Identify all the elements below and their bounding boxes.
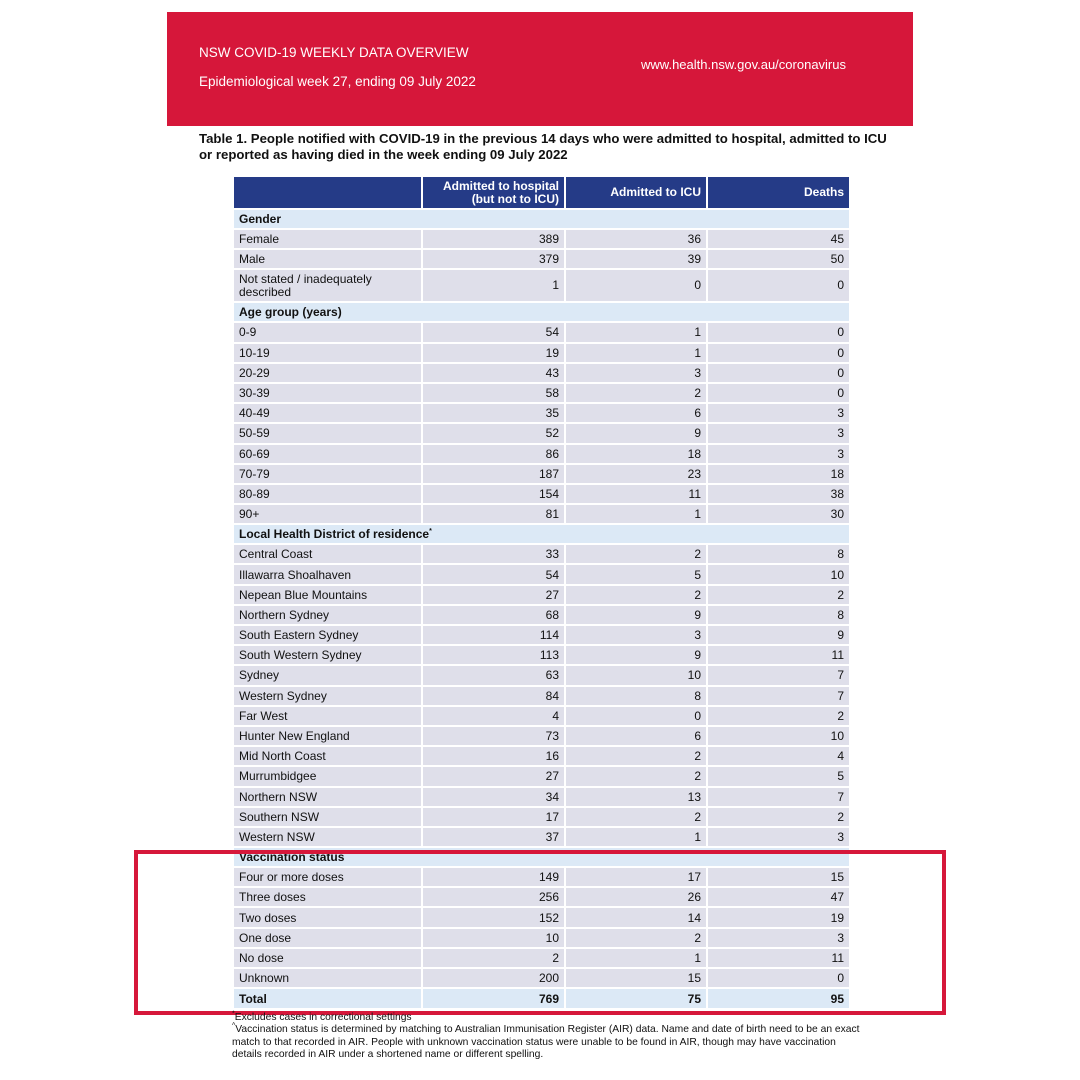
cell-hospital: 187 <box>422 464 565 484</box>
row-label: Hunter New England <box>233 726 422 746</box>
cell-deaths: 47 <box>707 887 850 907</box>
row-label: 90+ <box>233 504 422 524</box>
cell-hospital: 154 <box>422 484 565 504</box>
cell-hospital: 84 <box>422 686 565 706</box>
cell-deaths: 38 <box>707 484 850 504</box>
table-row <box>233 484 850 504</box>
cell-hospital: 2 <box>422 948 565 968</box>
footnote-lhd <box>232 1012 862 1025</box>
cell-hospital: 4 <box>422 706 565 726</box>
table-row <box>233 746 850 766</box>
header-deaths: Deaths <box>707 176 850 209</box>
cell-hospital: 19 <box>422 343 565 363</box>
header-hospital-line2: (but not to ICU) <box>471 191 559 206</box>
cell-deaths: 10 <box>707 564 850 584</box>
cell-icu: 17 <box>565 867 707 887</box>
total-icu: 75 <box>565 988 707 1009</box>
table-row <box>233 229 850 249</box>
cell-deaths: 0 <box>707 363 850 383</box>
cell-hospital: 152 <box>422 907 565 927</box>
table-row <box>233 625 850 645</box>
table-row <box>233 343 850 363</box>
row-label: Four or more doses <box>233 867 422 887</box>
cell-hospital: 379 <box>422 249 565 269</box>
row-label: Nepean Blue Mountains <box>233 585 422 605</box>
cell-icu: 15 <box>565 968 707 988</box>
cell-icu: 5 <box>565 564 707 584</box>
cell-deaths: 2 <box>707 585 850 605</box>
cell-hospital: 54 <box>422 322 565 342</box>
table-row <box>233 504 850 524</box>
row-label: Southern NSW <box>233 807 422 827</box>
header-banner <box>167 12 913 126</box>
row-label: 50-59 <box>233 423 422 443</box>
row-label: Mid North Coast <box>233 746 422 766</box>
cell-deaths: 3 <box>707 827 850 847</box>
section-title <box>233 209 850 229</box>
cell-icu: 13 <box>565 787 707 807</box>
cell-hospital: 58 <box>422 383 565 403</box>
cell-hospital: 52 <box>422 423 565 443</box>
cell-icu: 2 <box>565 585 707 605</box>
total-label: Total <box>233 988 422 1009</box>
cell-deaths: 19 <box>707 907 850 927</box>
section-title-text: Gender <box>239 212 282 226</box>
cell-icu: 36 <box>565 229 707 249</box>
header-hospital-line1: Admitted to hospital <box>443 178 559 193</box>
section-title-text: Local Health District of residence <box>239 527 430 542</box>
cell-deaths: 2 <box>707 706 850 726</box>
cell-icu: 1 <box>565 343 707 363</box>
table-row <box>233 269 850 302</box>
table-row <box>233 645 850 665</box>
cell-icu: 6 <box>565 403 707 423</box>
cell-hospital: 33 <box>422 544 565 564</box>
row-label: Far West <box>233 706 422 726</box>
cell-hospital: 17 <box>422 807 565 827</box>
section-row <box>233 209 850 229</box>
cell-hospital: 81 <box>422 504 565 524</box>
cell-hospital: 113 <box>422 645 565 665</box>
cell-deaths: 11 <box>707 948 850 968</box>
cell-deaths: 5 <box>707 766 850 786</box>
cell-icu: 0 <box>565 269 707 302</box>
cell-hospital: 27 <box>422 585 565 605</box>
section-title-mark: * <box>429 528 432 536</box>
cell-icu: 2 <box>565 544 707 564</box>
cell-hospital: 54 <box>422 564 565 584</box>
cell-hospital: 10 <box>422 928 565 948</box>
cell-icu: 10 <box>565 665 707 685</box>
cell-icu: 2 <box>565 746 707 766</box>
cell-deaths: 3 <box>707 444 850 464</box>
cell-deaths: 9 <box>707 625 850 645</box>
cell-icu: 1 <box>565 504 707 524</box>
row-label: 70-79 <box>233 464 422 484</box>
row-label: Unknown <box>233 968 422 988</box>
cell-deaths: 50 <box>707 249 850 269</box>
banner-subtitle: Epidemiological week 27, ending 09 July 2022 <box>199 74 476 89</box>
cell-deaths: 15 <box>707 867 850 887</box>
row-label: 30-39 <box>233 383 422 403</box>
cell-hospital: 37 <box>422 827 565 847</box>
total-deaths: 95 <box>707 988 850 1009</box>
header-hospital <box>422 176 565 209</box>
cell-icu: 18 <box>565 444 707 464</box>
table-row <box>233 827 850 847</box>
table-row <box>233 363 850 383</box>
table-row <box>233 383 850 403</box>
row-label: Not stated / inadequately described <box>233 269 422 302</box>
row-label: 0-9 <box>233 322 422 342</box>
section-row <box>233 302 850 322</box>
cell-deaths: 0 <box>707 269 850 302</box>
cell-icu: 3 <box>565 625 707 645</box>
cell-icu: 2 <box>565 766 707 786</box>
cell-deaths: 0 <box>707 322 850 342</box>
cell-hospital: 16 <box>422 746 565 766</box>
cell-icu: 14 <box>565 907 707 927</box>
table-row <box>233 726 850 746</box>
table-row <box>233 807 850 827</box>
row-label: Northern NSW <box>233 787 422 807</box>
cell-hospital: 114 <box>422 625 565 645</box>
section-title <box>233 524 850 544</box>
cell-hospital: 73 <box>422 726 565 746</box>
cell-icu: 9 <box>565 423 707 443</box>
table-row <box>233 706 850 726</box>
row-label: Female <box>233 229 422 249</box>
table-row <box>233 564 850 584</box>
cell-icu: 11 <box>565 484 707 504</box>
cell-icu: 2 <box>565 383 707 403</box>
banner-title: NSW COVID-19 WEEKLY DATA OVERVIEW <box>199 45 469 60</box>
cell-deaths: 7 <box>707 787 850 807</box>
row-label: Sydney <box>233 665 422 685</box>
table-row <box>233 249 850 269</box>
row-label: South Eastern Sydney <box>233 625 422 645</box>
cell-icu: 1 <box>565 827 707 847</box>
cell-icu: 26 <box>565 887 707 907</box>
footnote-vaccination <box>232 1024 862 1062</box>
cell-deaths: 2 <box>707 807 850 827</box>
table-row <box>233 403 850 423</box>
cell-icu: 0 <box>565 706 707 726</box>
cell-icu: 1 <box>565 948 707 968</box>
row-label: No dose <box>233 948 422 968</box>
footnote-vacc-mark: ^ <box>232 1022 236 1030</box>
cell-deaths: 8 <box>707 605 850 625</box>
table-row <box>233 766 850 786</box>
cell-icu: 9 <box>565 605 707 625</box>
table-row <box>233 787 850 807</box>
table-row <box>233 322 850 342</box>
cell-hospital: 200 <box>422 968 565 988</box>
cell-icu: 39 <box>565 249 707 269</box>
table-row <box>233 585 850 605</box>
cell-hospital: 68 <box>422 605 565 625</box>
cell-deaths: 3 <box>707 403 850 423</box>
cell-hospital: 1 <box>422 269 565 302</box>
table-row <box>233 423 850 443</box>
cell-hospital: 86 <box>422 444 565 464</box>
cell-icu: 1 <box>565 322 707 342</box>
banner-url[interactable]: www.health.nsw.gov.au/coronavirus <box>641 57 846 72</box>
cell-icu: 6 <box>565 726 707 746</box>
cell-deaths: 11 <box>707 645 850 665</box>
row-label: 20-29 <box>233 363 422 383</box>
cell-deaths: 18 <box>707 464 850 484</box>
section-title-text: Vaccination status <box>239 850 345 865</box>
row-label: Illawarra Shoalhaven <box>233 564 422 584</box>
cell-hospital: 34 <box>422 787 565 807</box>
section-title-mark: ^ <box>344 851 349 859</box>
table-row <box>233 686 850 706</box>
row-label: South Western Sydney <box>233 645 422 665</box>
cell-deaths: 0 <box>707 968 850 988</box>
cell-deaths: 3 <box>707 423 850 443</box>
cell-hospital: 256 <box>422 887 565 907</box>
row-label: 40-49 <box>233 403 422 423</box>
cell-icu: 9 <box>565 645 707 665</box>
cell-icu: 3 <box>565 363 707 383</box>
cell-icu: 2 <box>565 807 707 827</box>
cell-icu: 23 <box>565 464 707 484</box>
cell-deaths: 3 <box>707 928 850 948</box>
row-label: Three doses <box>233 887 422 907</box>
cell-deaths: 0 <box>707 383 850 403</box>
row-label: 80-89 <box>233 484 422 504</box>
header-icu: Admitted to ICU <box>565 176 707 209</box>
cell-icu: 2 <box>565 928 707 948</box>
footnote-vacc-text: Vaccination status is determined by matching to Australian Immunisation Register (AIR) data. Name and date of birth need to be an exact match to that recorded in AIR. People with unknown vaccination status were unable to be found in AIR, though may have vaccination details recorded in AIR under a shortened name or different spelling. <box>232 1024 860 1060</box>
cell-hospital: 149 <box>422 867 565 887</box>
section-title <box>233 302 850 322</box>
cell-hospital: 43 <box>422 363 565 383</box>
cell-hospital: 389 <box>422 229 565 249</box>
row-label: Western Sydney <box>233 686 422 706</box>
table-row <box>233 665 850 685</box>
cell-icu: 8 <box>565 686 707 706</box>
table-row <box>233 544 850 564</box>
row-label: Northern Sydney <box>233 605 422 625</box>
cell-deaths: 7 <box>707 665 850 685</box>
vaccination-highlight-box <box>134 850 946 1015</box>
section-row <box>233 524 850 544</box>
header-corner <box>233 176 422 209</box>
row-label: Murrumbidgee <box>233 766 422 786</box>
cell-hospital: 35 <box>422 403 565 423</box>
footnote-lhd-mark: * <box>232 1010 235 1018</box>
row-label: Central Coast <box>233 544 422 564</box>
row-label: One dose <box>233 928 422 948</box>
row-label: Western NSW <box>233 827 422 847</box>
section-title-text: Age group (years) <box>239 305 342 320</box>
cell-deaths: 4 <box>707 746 850 766</box>
table-caption: Table 1. People notified with COVID-19 in the previous 14 days who were admitted to hospital, admitted to ICU or reported as having died in the week ending 09 July 2022 <box>199 131 887 162</box>
row-label: 10-19 <box>233 343 422 363</box>
row-label: Male <box>233 249 422 269</box>
cell-hospital: 27 <box>422 766 565 786</box>
row-label: Two doses <box>233 907 422 927</box>
cell-deaths: 30 <box>707 504 850 524</box>
table-header-row <box>233 176 850 209</box>
cell-deaths: 10 <box>707 726 850 746</box>
row-label: 60-69 <box>233 444 422 464</box>
cell-deaths: 8 <box>707 544 850 564</box>
table-row <box>233 464 850 484</box>
cell-deaths: 7 <box>707 686 850 706</box>
total-hospital: 769 <box>422 988 565 1009</box>
cell-deaths: 45 <box>707 229 850 249</box>
cell-hospital: 63 <box>422 665 565 685</box>
table-row <box>233 444 850 464</box>
footnote-lhd-text: Excludes cases in correctional settings <box>234 1012 412 1023</box>
cell-deaths: 0 <box>707 343 850 363</box>
table-row <box>233 605 850 625</box>
